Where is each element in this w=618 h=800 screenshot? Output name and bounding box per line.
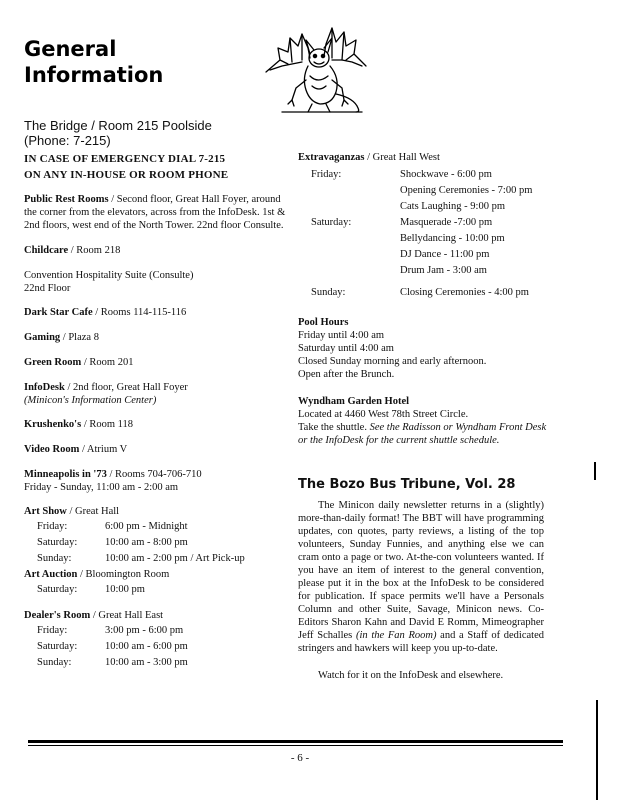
schedule-row: Drum Jam - 3:00 am [400,264,487,276]
schedule-row: Sunday: 10:00 am - 2:00 pm / Art Pick-up [37,552,245,564]
schedule-row: Cats Laughing - 9:00 pm [400,200,505,212]
entry-dealers: Dealer's Room / Great Hall East Friday: 3:00 pm - 6:00 pm Saturday: 10:00 am - 6:00 pm Sunday: 10:00 am - 3:00 pm [24,609,286,670]
entry-gaming: Gaming / Plaza 8 [24,332,99,343]
page-title [24,36,163,88]
scan-edge-mark [596,700,598,800]
schedule-row: Sunday: Closing Ceremonies - 4:00 pm [311,286,529,298]
left-column [24,118,286,670]
tribune-watch-note: Watch for it on the InfoDesk and elsewhere. [318,670,504,681]
scan-edge-mark [594,462,596,480]
entry-wyndham: Wyndham Garden Hotel Located at 4460 West 78th Street Circle. Take the shuttle. See the Radisson or Wyndham Front Desk or the InfoDesk for the current shuttle schedule. [298,396,547,446]
title-line-1: General [24,37,117,61]
tribune-paragraph: The Minicon daily newsletter returns in a (slightly) more-than-daily format! The BBT will have programming updates, con quotes, party reviews, a listing of the top volunteers, Sunday Funnies, and anything else we can cram onto a page or two. At-the-con volunteers wanted. If you have an item of interest to the general convention, please put it in the box at the InfoDesk to be considered for publication. If space permits we'll have a Personals Column and other Suite, Savage, Minicon news. Co-Editors Sharon Kahn and David E Romm, Mimeographer Jeff Schalles (in the Fan Room) and a Staff of dedicated stringers and hawkers will keep you up-to-date. [298,500,544,654]
right-column [298,151,598,682]
entry-krushenko: Krushenko's / Room 118 [24,419,134,430]
schedule-row: Friday: 6:00 pm - Midnight [37,520,188,532]
entry-greenroom: Green Room / Room 201 [24,357,134,368]
title-line-2: Information [24,63,164,87]
schedule-row: Friday: 3:00 pm - 6:00 pm [37,624,184,636]
entry-darkstar: Dark Star Cafe / Rooms 114-115-116 [24,307,187,318]
entry-artauction: Art Auction / Bloomington Room Saturday: 10:00 pm [24,568,286,597]
schedule-row: Bellydancing - 10:00 pm [400,232,505,244]
schedule-row: Saturday: Masquerade -7:00 pm [311,216,493,228]
entry-video: Video Room / Atrium V [24,444,128,455]
schedule-row: DJ Dance - 11:00 pm [400,248,490,260]
footer-rule-thick [28,740,563,743]
entry-minneapolis: Minneapolis in '73 / Rooms 704-706-710 Friday - Sunday, 11:00 am - 2:00 am [24,469,202,493]
bridge-location: The Bridge / Room 215 Poolside (Phone: 7-215) [24,118,212,148]
entry-artshow: Art Show / Great Hall Friday: 6:00 pm - Midnight Saturday: 10:00 am - 8:00 pm Sunday: 10:00 am - 2:00 pm / Art Pick-up [24,505,286,566]
gargoyle-icon [262,14,370,114]
entry-restrooms: Public Rest Rooms / Second floor, Great Hall Foyer, around the corner from the elevators, across from the InfoDesk. 1st & 2nd floors, west end of the North Tower. 22nd floor Consulte. [24,194,286,231]
tribune-heading: The Bozo Bus Tribune, Vol. 28 [298,477,516,492]
schedule-row: Saturday: 10:00 am - 8:00 pm [37,536,188,548]
schedule-row: Friday: Shockwave - 6:00 pm [311,168,492,180]
schedule-row: Sunday: 10:00 am - 3:00 pm [37,656,188,668]
page-number: - 6 - [290,752,310,764]
entry-infodesk: InfoDesk / 2nd floor, Great Hall Foyer (Minicon's Information Center) [24,382,188,406]
entry-childcare: Childcare / Room 218 [24,245,121,256]
entry-extravaganzas: Extravaganzas / Great Hall West Friday: Shockwave - 6:00 pm Opening Ceremonies - 7:00 pm Cats Laughing - 9:00 pm Saturday: Masquerade -7:00 pm Bellydancing - 10:00 pm DJ Dance - 11:00 pm Drum Jam - 3:00 am Sunday: Closing Ceremonies - 4:00 pm [298,151,598,300]
schedule-row: Saturday: 10:00 am - 6:00 pm [37,640,188,652]
entry-pool: Pool Hours Friday until 4:00 am Saturday until 4:00 am Closed Sunday morning and early afternoon. Open after the Brunch. [298,317,487,380]
tribune-section [298,477,598,682]
schedule-row: Saturday: 10:00 pm [37,583,145,595]
emergency-notice: IN CASE OF EMERGENCY DIAL 7-215 ON ANY IN-HOUSE OR ROOM PHONE [24,153,229,181]
footer-rule-thin [28,745,563,746]
entry-hospitality: Convention Hospitality Suite (Consulte) 22nd Floor [24,270,194,294]
schedule-row: Opening Ceremonies - 7:00 pm [400,184,533,196]
